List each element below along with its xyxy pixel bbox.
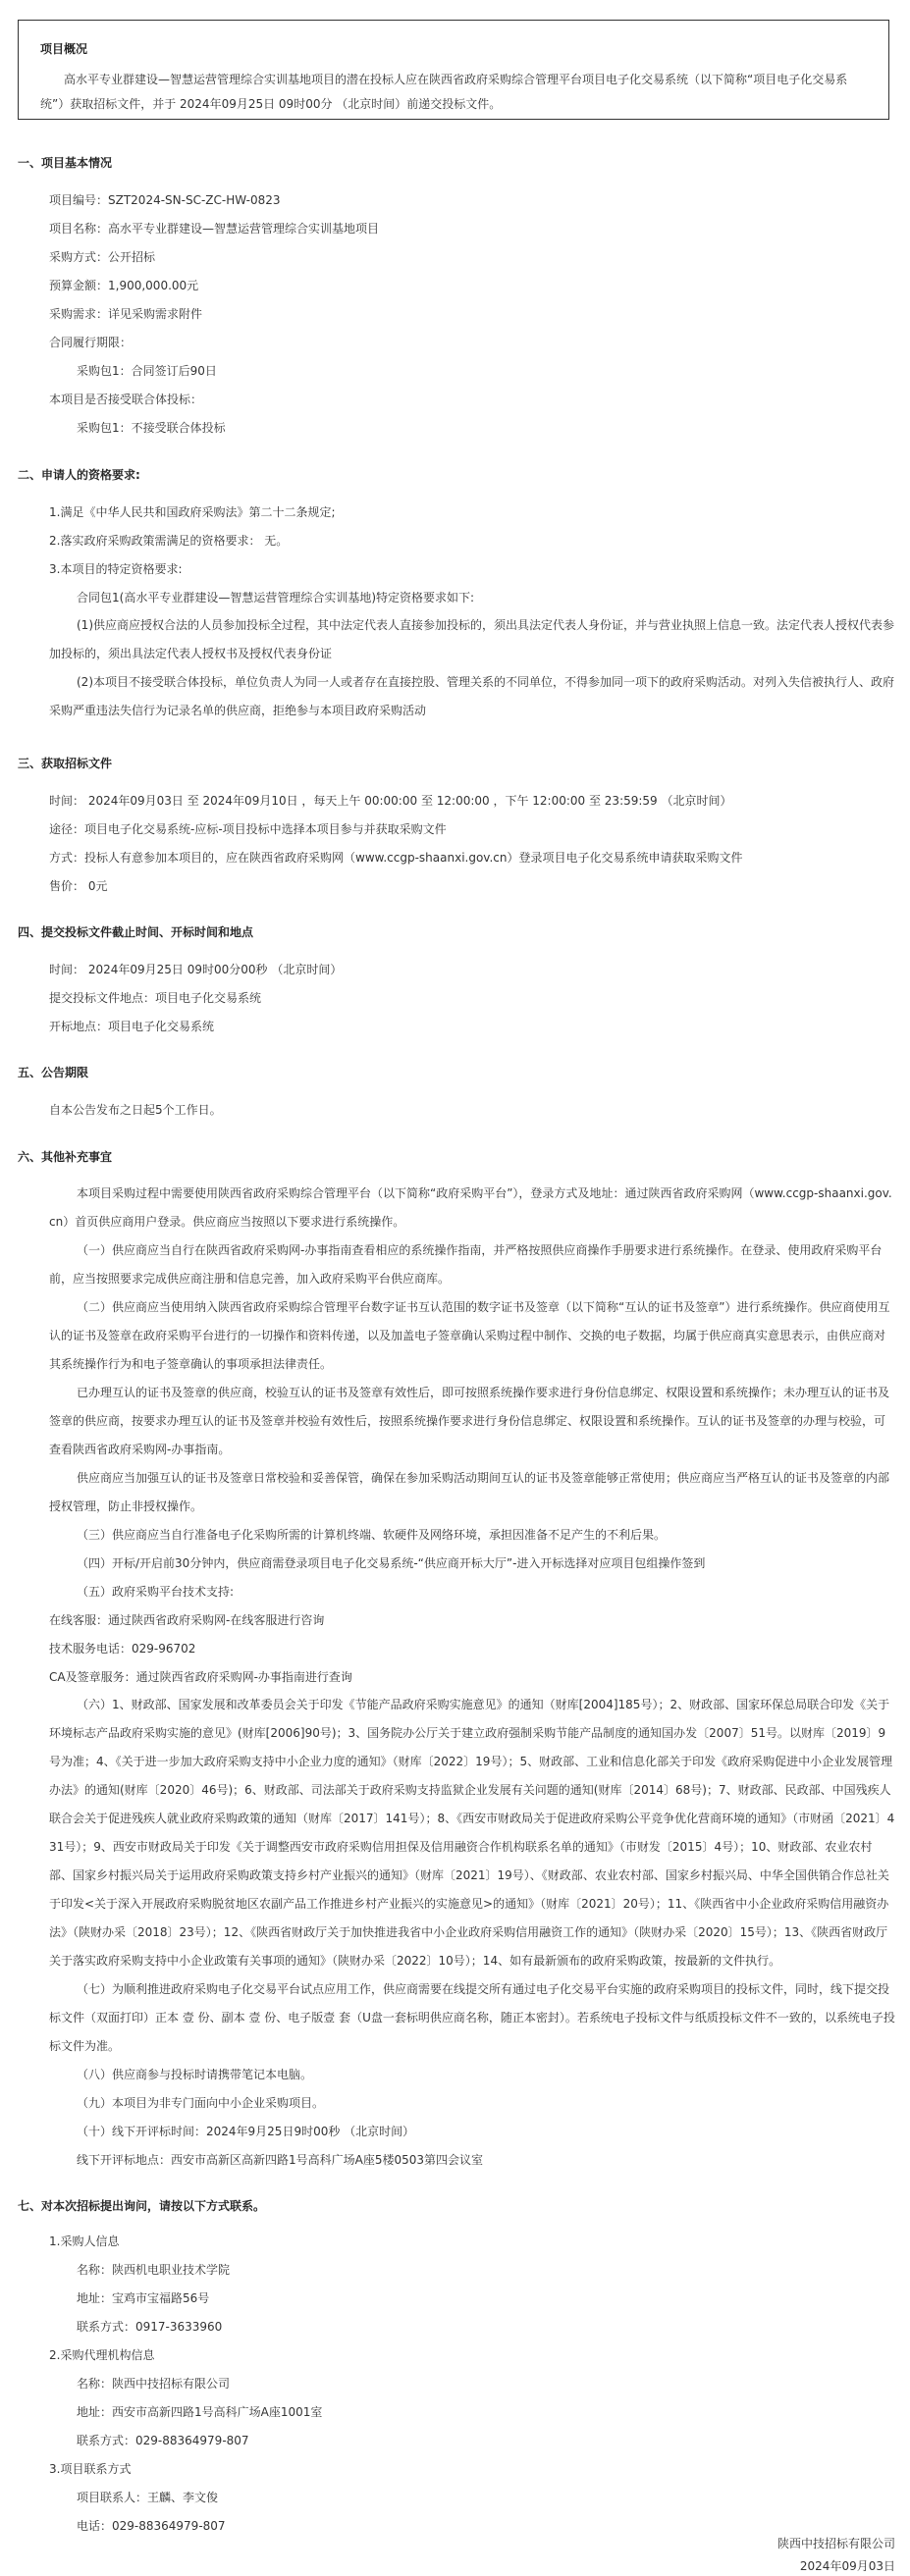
obtain-channel: 途径：项目电子化交易系统-应标-项目投标中选择本项目参与并获取采购文件 [49, 822, 447, 836]
overview-body: 高水平专业群建设—智慧运营管理综合实训基地项目的潜在投标人应在陕西省政府采购综合管理平台项目电子化交易系统（以下简称“项目电子化交易系统”）获取招标文件，并于 2024年09月25日 09时00分 （北京时间）前递交投标文件。 [40, 73, 848, 111]
supplement-item-2: （二）供应商应当使用纳入陕西省政府采购综合管理平台数字证书互认范围的数字证书及签章（以下简称“互认的证书及签章”）进行系统操作。供应商使用互认的证书及签章在政府采购平台进行的一切操作和资料传递，以及加盖电子签章确认采购过程中制作、交换的电子数据，均属于供应商真实意思表示，由供应商对其系统操作行为和电子签章确认的事项承担法律责任。 [49, 1300, 890, 1371]
supplement-item-2-keep: 供应商应当加强互认的证书及签章日常校验和妥善保管，确保在参加采购活动期间互认的证书及签章能够正常使用；供应商应当严格互认的证书及签章的内部授权管理，防止非授权操作。 [49, 1471, 890, 1513]
project-overview-box [18, 20, 889, 120]
agent-address: 地址：西安市高新四路1号高科广场A座1001室 [77, 2405, 323, 2419]
opening-location: 开标地点：项目电子化交易系统 [49, 1020, 215, 1033]
supplement-item-3: （三）供应商应当自行准备电子化采购所需的计算机终端、软硬件及网络环境，承担因准备不足产生的不利后果。 [77, 1528, 667, 1542]
online-service: 在线客服：通过陕西省政府采购网-在线客服进行咨询 [49, 1613, 325, 1627]
qualification-3: 3.本项目的特定资格要求: [49, 562, 183, 576]
signature-org: 陕西中技招标有限公司 [776, 2537, 895, 2550]
qualification-paragraph-1: (1)供应商应授权合法的人员参加投标全过程，其中法定代表人直接参加投标的，须出具法定代表人身份证，并与营业执照上信息一致。法定代表人授权代表参加投标的，须出具法定代表人授权书及授权代表身份证 [49, 618, 895, 660]
section-2-heading: 二、申请人的资格要求: [18, 468, 140, 482]
section-1-heading: 一、项目基本情况 [18, 156, 113, 170]
project-name: 项目名称：高水平专业群建设—智慧运营管理综合实训基地项目 [49, 222, 380, 236]
obtain-method: 方式：投标人有意参加本项目的，应在陕西省政府采购网（www.ccgp-shaanxi.gov.cn）登录项目电子化交易系统申请获取采购文件 [49, 851, 743, 865]
buyer-info-heading: 1.采购人信息 [49, 2234, 120, 2248]
qualification-package-1: 合同包1(高水平专业群建设—智慧运营管理综合实训基地)特定资格要求如下: [77, 591, 475, 605]
obtain-time: 时间： 2024年09月03日 至 2024年09月10日 ，每天上午 00:00:00 至 12:00:00 ，下午 12:00:00 至 23:59:59 （北京时间） [49, 794, 732, 808]
qualification-2: 2.落实政府采购政策需满足的资格要求： 无。 [49, 534, 289, 548]
consortium-label: 本项目是否接受联合体投标： [49, 393, 203, 406]
section-3-heading: 三、获取招标文件 [18, 757, 113, 770]
consortium-value: 采购包1：不接受联合体投标 [77, 421, 226, 435]
supplement-item-6-policies: （六）1、财政部、国家发展和改革委员会关于印发《节能产品政府采购实施意见》的通知（财库[2004]185号）；2、财政部、国家环保总局联合印发《关于环境标志产品政府采购实施的意见》(财库[2006]90号)；3、国务院办公厅关于建立政府强制采购节能产品制度的通知国办发〔2007〕51号。以财库〔2019〕9号为准；4、《关于进一步加大政府采购支持中小企业力度的通知》（财库〔2022〕19号）；5、财政部、工业和信息化部关于印发《政府采购促进中小企业发展管理办法》的通知(财库〔2020〕46号)；6、财政部、司法部关于政府采购支持监狱企业发展有关问题的通知(财库〔2014〕68号)；7、财政部、民政部、中国残疾人联合会关于促进残疾人就业政府采购政策的通知（财库〔2017〕141号）；8、《西安市财政局关于促进政府采购公平竞争优化营商环境的通知》（市财函〔2021〕431号）；9、西安市财政局关于印发《关于调整西安市政府采购信用担保及信用融资合作机构联系名单的通知》（市财发〔2015〕4号）；10、财政部、农业农村部、国家乡村振兴局关于运用政府采购政策支持乡村产业振兴的通知》（财库〔2021〕19号）、《财政部、农业农村部、国家乡村振兴局、中华全国供销合作总社关于印发<关于深入开展政府采购脱贫地区农副产品工作推进乡村产业振兴的实施意见>的通知》（财库〔2021〕20号）；11、《陕西省中小企业政府采购信用融资办法》（陕财办采〔2018〕23号）；12、《陕西省财政厅关于加快推进我省中小企业政府采购信用融资工作的通知》（陕财办采〔2020〕15号）；13、《陕西省财政厅关于落实政府采购支持中小企业政策有关事项的通知》（陕财办采〔2022〕10号）；14、如有最新颁布的政府采购政策，按最新的文件执行。 [49, 1698, 895, 1968]
qualification-1: 1.满足《中华人民共和国政府采购法》第二十二条规定; [49, 505, 336, 519]
supplement-item-2-detail: 已办理互认的证书及签章的供应商，校验互认的证书及签章有效性后，即可按照系统操作要求进行身份信息绑定、权限设置和系统操作；未办理互认的证书及签章的供应商，按要求办理互认的证书及签章并校验有效性后，按照系统操作要求进行身份信息绑定、权限设置和系统操作。互认的证书及签章的办理与校验，可查看陕西省政府采购网-办事指南。 [49, 1386, 890, 1456]
buyer-address: 地址：宝鸡市宝福路56号 [77, 2291, 210, 2305]
section-7-heading: 七、对本次招标提出询问，请按以下方式联系。 [18, 2199, 266, 2213]
buyer-name: 名称：陕西机电职业技术学院 [77, 2263, 231, 2277]
contact-person: 项目联系人：王麟、李文俊 [77, 2491, 219, 2504]
agent-name: 名称：陕西中技招标有限公司 [77, 2377, 231, 2391]
agent-info-heading: 2.采购代理机构信息 [49, 2348, 155, 2362]
agent-phone: 联系方式：029-88364979-807 [77, 2434, 249, 2447]
contact-phone: 电话：029-88364979-807 [77, 2519, 226, 2533]
submit-location: 提交投标文件地点：项目电子化交易系统 [49, 991, 262, 1005]
qualification-paragraph-2: (2)本项目不接受联合体投标，单位负责人为同一人或者存在直接控股、管理关系的不同单位，不得参加同一项下的政府采购活动。对列入失信被执行人、政府采购严重违法失信行为记录名单的供应商，拒绝参与本项目政府采购活动 [49, 675, 895, 717]
deadline-time: 时间： 2024年09月25日 09时00分00秒 （北京时间） [49, 963, 343, 976]
section-5-heading: 五、公告期限 [18, 1066, 89, 1079]
supplement-item-10: （十）线下开评标时间：2024年9月25日9时00秒 （北京时间） [77, 2125, 415, 2138]
supplement-item-7: （七）为顺利推进政府采购电子化交易平台试点应用工作，供应商需要在线提交所有通过电子化交易平台实施的政府采购项目的投标文件，同时，线下提交投标文件（双面打印）正本 壹 份、副本 壹 份、电子版壹 套（U盘一套标明供应商名称，随正本密封）。若系统电子投标文件与纸质投标文件不一致的，以系统电子投标文件为准。 [49, 1982, 895, 2053]
supplement-item-8: （八）供应商参与投标时请携带笔记本电脑。 [77, 2068, 313, 2081]
offline-opening-location: 线下开评标地点：西安市高新区高新四路1号高科广场A座5楼0503第四会议室 [77, 2153, 484, 2167]
contact-heading: 3.项目联系方式 [49, 2462, 132, 2476]
budget-amount: 预算金额：1,900,000.00元 [49, 279, 199, 292]
tech-service-phone: 技术服务电话：029-96702 [49, 1642, 196, 1656]
supplement-item-5: （五）政府采购平台技术支持: [77, 1585, 235, 1599]
notice-period: 自本公告发布之日起5个工作日。 [49, 1103, 222, 1117]
procurement-method: 采购方式：公开招标 [49, 250, 156, 264]
section-4-heading: 四、提交投标文件截止时间、开标时间和地点 [18, 925, 254, 939]
supplement-item-4: （四）开标/开启前30分钟内，供应商需登录项目电子化交易系统-“供应商开标大厅”-进入开标选择对应项目包组操作签到 [77, 1556, 706, 1570]
supplement-item-1: （一）供应商应当自行在陕西省政府采购网-办事指南查看相应的系统操作指南，并严格按照供应商操作手册要求进行系统操作。在登录、使用政府采购平台前，应当按照要求完成供应商注册和信息完善，加入政府采购平台供应商库。 [49, 1243, 883, 1286]
signature-date: 2024年09月03日 [799, 2559, 895, 2573]
procurement-requirement: 采购需求：详见采购需求附件 [49, 307, 203, 321]
supplement-item-9: （九）本项目为非专门面向中小企业采购项目。 [77, 2096, 325, 2110]
buyer-phone: 联系方式：0917-3633960 [77, 2320, 223, 2334]
contract-period-label: 合同履行期限： [49, 336, 133, 349]
section-6-heading: 六、其他补充事宜 [18, 1150, 113, 1164]
project-number: 项目编号：SZT2024-SN-SC-ZC-HW-0823 [49, 193, 281, 207]
obtain-price: 售价： 0元 [49, 879, 108, 893]
ca-service: CA及签章服务：通过陕西省政府采购网-办事指南进行查询 [49, 1670, 352, 1684]
contract-period-value: 采购包1：合同签订后90日 [77, 364, 217, 378]
supplement-intro: 本项目采购过程中需要使用陕西省政府采购综合管理平台（以下简称“政府采购平台”），登录方式及地址：通过陕西省政府采购网（www.ccgp-shaanxi.gov.cn）首页供应商用户登录。供应商应当按照以下要求进行系统操作。 [49, 1186, 892, 1229]
overview-title: 项目概况 [40, 42, 88, 56]
